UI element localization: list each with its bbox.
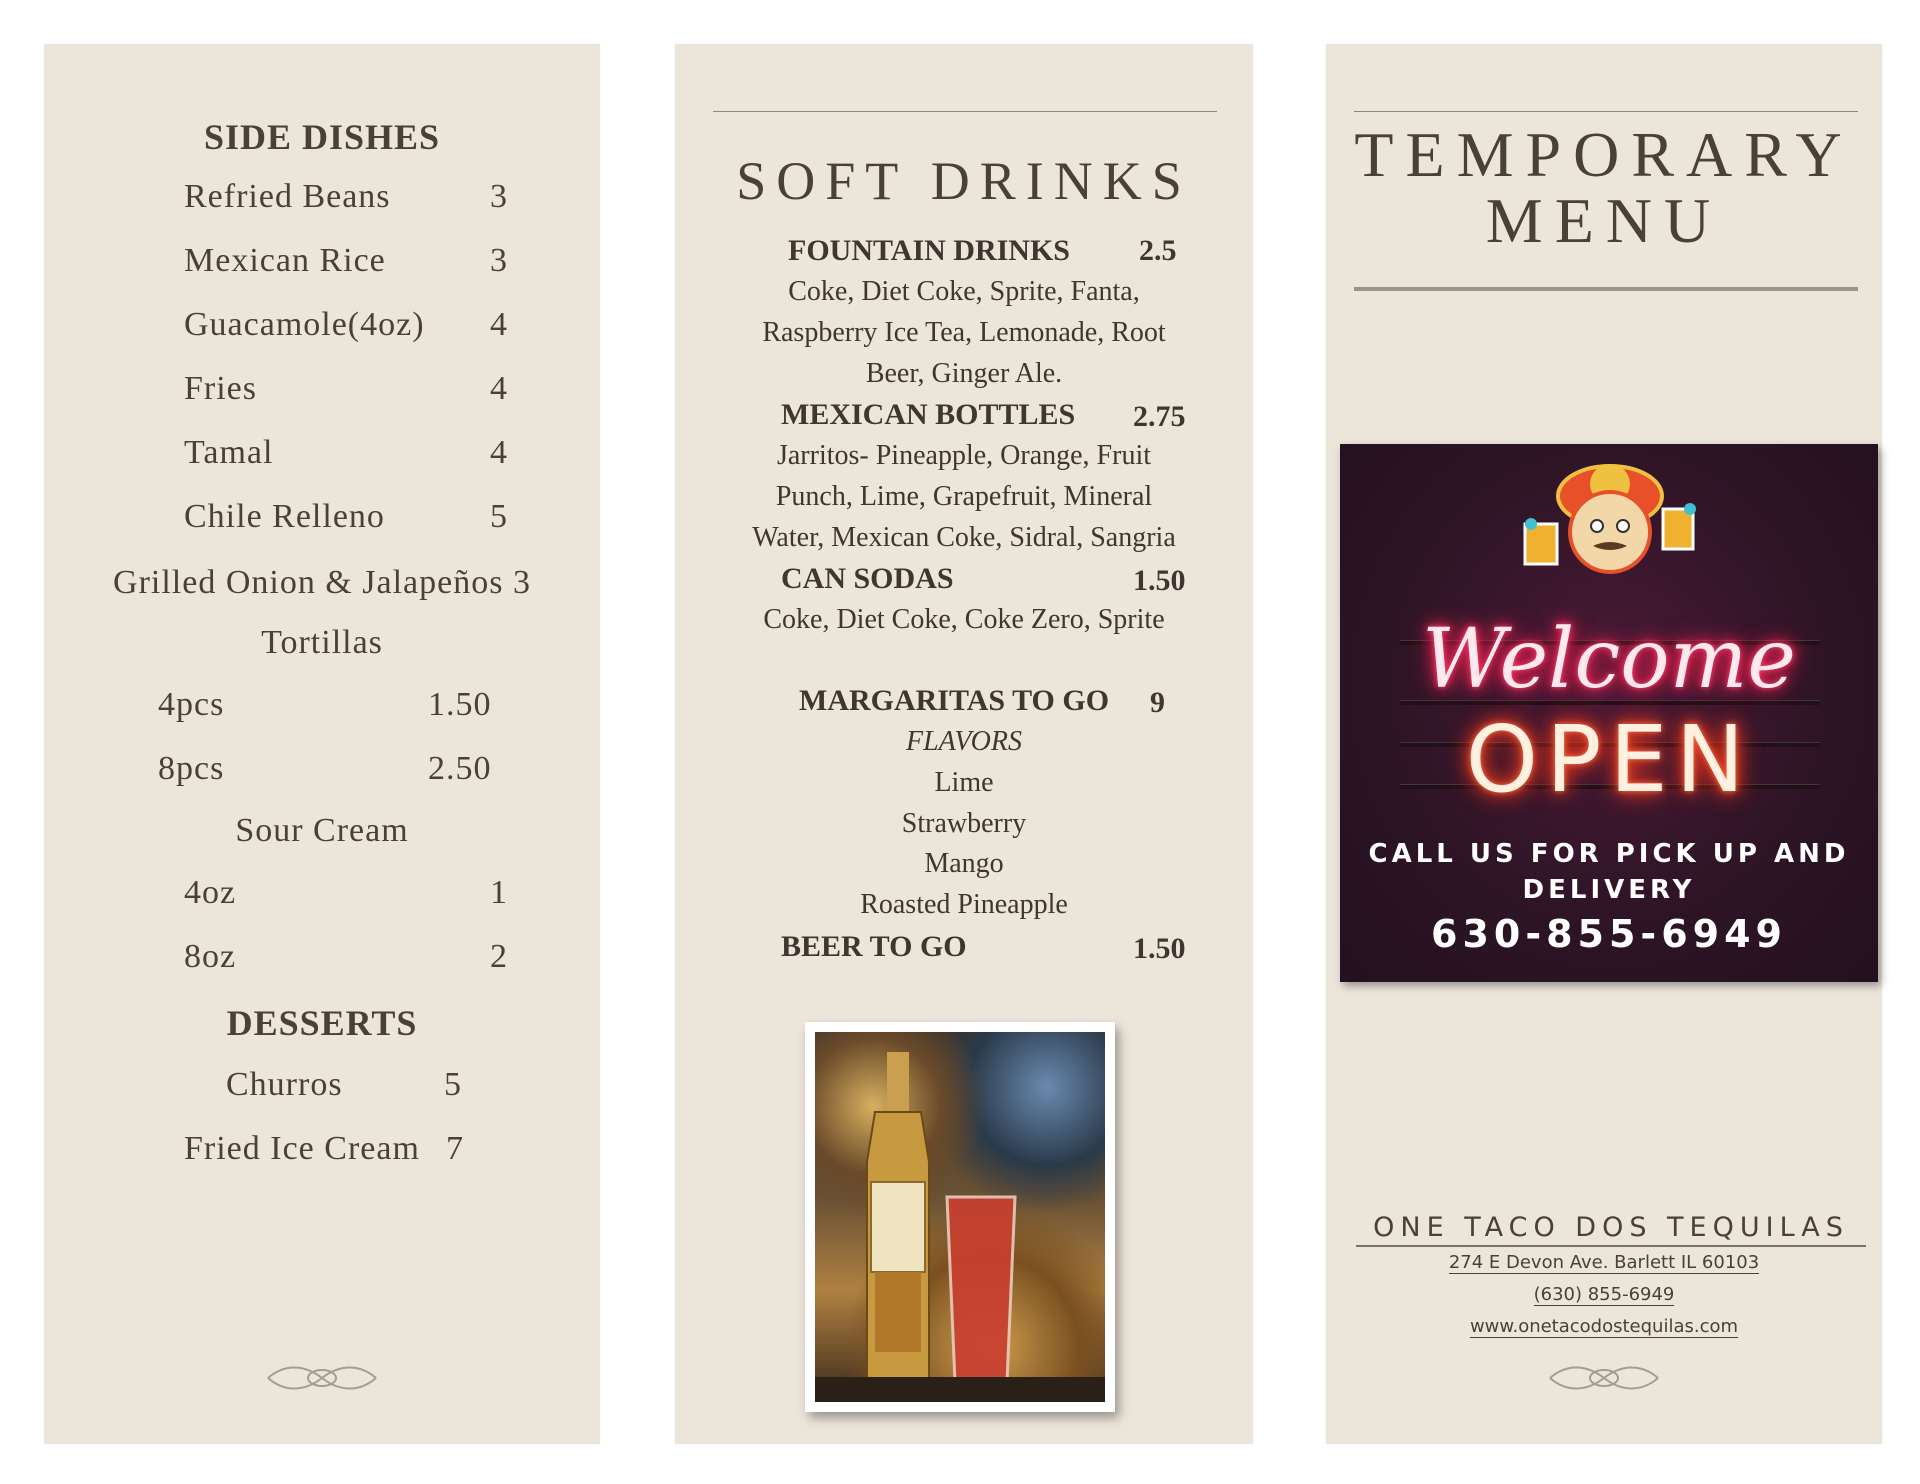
beer-to-go-price: 1.50 bbox=[1133, 932, 1186, 965]
item-price: 5 bbox=[444, 1066, 462, 1103]
fountain-drinks-heading: FOUNTAIN DRINKS bbox=[788, 234, 1070, 267]
item-name: 8pcs bbox=[158, 750, 225, 787]
drink-desc-line: Coke, Diet Coke, Sprite, Fanta, bbox=[788, 276, 1140, 307]
side-dishes-panel bbox=[44, 44, 600, 1444]
item-name: Guacamole(4oz) bbox=[184, 306, 425, 343]
welcome-neon-text: Welcome bbox=[1422, 612, 1796, 707]
item-price: 4 bbox=[490, 370, 508, 407]
mexican-bottles-heading: MEXICAN BOTTLES bbox=[781, 398, 1076, 431]
item-price: 1 bbox=[490, 874, 508, 911]
item-name: Mexican Rice bbox=[184, 242, 386, 279]
desserts-heading: DESSERTS bbox=[226, 1003, 418, 1043]
item-name: Chile Relleno bbox=[184, 498, 385, 535]
drink-desc-line: Coke, Diet Coke, Coke Zero, Sprite bbox=[763, 604, 1165, 635]
can-sodas-price: 1.50 bbox=[1133, 564, 1186, 597]
phone-link[interactable]: (630) 855-6949 bbox=[1533, 1284, 1675, 1305]
top-divider bbox=[713, 111, 1217, 112]
phone-line bbox=[1326, 1284, 1882, 1305]
item-price: 5 bbox=[490, 498, 508, 535]
drink-desc-line: Beer, Ginger Ale. bbox=[865, 358, 1063, 389]
sour-cream-heading: Sour Cream bbox=[235, 812, 409, 849]
flavor-item: Strawberry bbox=[901, 808, 1027, 839]
tortillas-heading: Tortillas bbox=[261, 624, 383, 661]
tequila-bottle-illustration bbox=[815, 1032, 1105, 1402]
flourish-ornament bbox=[264, 1360, 380, 1396]
can-sodas-heading: CAN SODAS bbox=[781, 562, 954, 595]
website-link[interactable]: www.onetacodostequilas.com bbox=[1469, 1316, 1739, 1337]
item-price: 3 bbox=[490, 242, 508, 279]
margaritas-price: 9 bbox=[1150, 686, 1165, 719]
call-us-text bbox=[1340, 836, 1878, 908]
drink-desc-line: Water, Mexican Coke, Sidral, Sangria bbox=[752, 522, 1176, 553]
drink-desc-line: Raspberry Ice Tea, Lemonade, Root bbox=[762, 317, 1166, 348]
sign-phone-number: 630-855-6949 bbox=[1431, 912, 1787, 956]
beer-to-go-heading: BEER TO GO bbox=[781, 930, 967, 963]
cover-panel bbox=[1326, 44, 1882, 1444]
item-price: 7 bbox=[446, 1130, 464, 1167]
flavor-item: Mango bbox=[924, 848, 1004, 879]
address-text[interactable]: 274 E Devon Ave. Barlett IL 60103 bbox=[1448, 1252, 1760, 1273]
title-underline bbox=[1354, 287, 1858, 291]
item-price: 2 bbox=[490, 938, 508, 975]
side-dishes-heading: SIDE DISHES bbox=[203, 117, 441, 157]
drink-desc-line: Punch, Lime, Grapefruit, Mineral bbox=[775, 481, 1153, 512]
call-line: DELIVERY bbox=[1522, 875, 1696, 905]
margaritas-heading: MARGARITAS TO GO bbox=[799, 684, 1110, 717]
item-name: Tamal bbox=[184, 434, 274, 471]
drink-desc-line: Jarritos- Pineapple, Orange, Fruit bbox=[776, 440, 1152, 471]
website-line bbox=[1326, 1316, 1882, 1337]
item-name: 4pcs bbox=[158, 686, 225, 723]
item-price: 3 bbox=[490, 178, 508, 215]
item-price: 2.50 bbox=[428, 750, 492, 787]
item-name: Refried Beans bbox=[184, 178, 391, 215]
restaurant-name: ONE TACO DOS TEQUILAS bbox=[1356, 1212, 1866, 1247]
item-name: Fries bbox=[184, 370, 257, 407]
open-neon-text: OPEN bbox=[1465, 706, 1753, 813]
taco-mascot-icon bbox=[1505, 454, 1715, 584]
top-divider bbox=[1354, 111, 1858, 112]
item-name: Churros bbox=[226, 1066, 343, 1103]
item-name: 4oz bbox=[184, 874, 237, 911]
item-name: Fried Ice Cream bbox=[184, 1130, 420, 1167]
item-price: 4 bbox=[490, 434, 508, 471]
soft-drinks-panel bbox=[675, 44, 1253, 1444]
grilled-onion-item: Grilled Onion & Jalapeños 3 bbox=[113, 564, 531, 601]
address-line bbox=[1326, 1252, 1882, 1273]
fountain-drinks-price: 2.5 bbox=[1139, 234, 1177, 267]
soft-drinks-heading: SOFT DRINKS bbox=[736, 151, 1192, 211]
item-name: 8oz bbox=[184, 938, 237, 975]
flavor-item: Lime bbox=[934, 767, 994, 798]
temporary-heading: TEMPORARY bbox=[1354, 119, 1854, 190]
item-price: 1.50 bbox=[428, 686, 492, 723]
drink-photo bbox=[805, 1022, 1115, 1412]
flourish-ornament bbox=[1546, 1360, 1662, 1396]
call-line: CALL US FOR PICK UP AND bbox=[1368, 839, 1850, 869]
menu-heading: MENU bbox=[1485, 185, 1723, 256]
flavors-label: FLAVORS bbox=[906, 726, 1022, 757]
mexican-bottles-price: 2.75 bbox=[1133, 400, 1186, 433]
item-price: 4 bbox=[490, 306, 508, 343]
flavor-item: Roasted Pineapple bbox=[860, 889, 1068, 920]
welcome-open-sign bbox=[1340, 444, 1878, 982]
